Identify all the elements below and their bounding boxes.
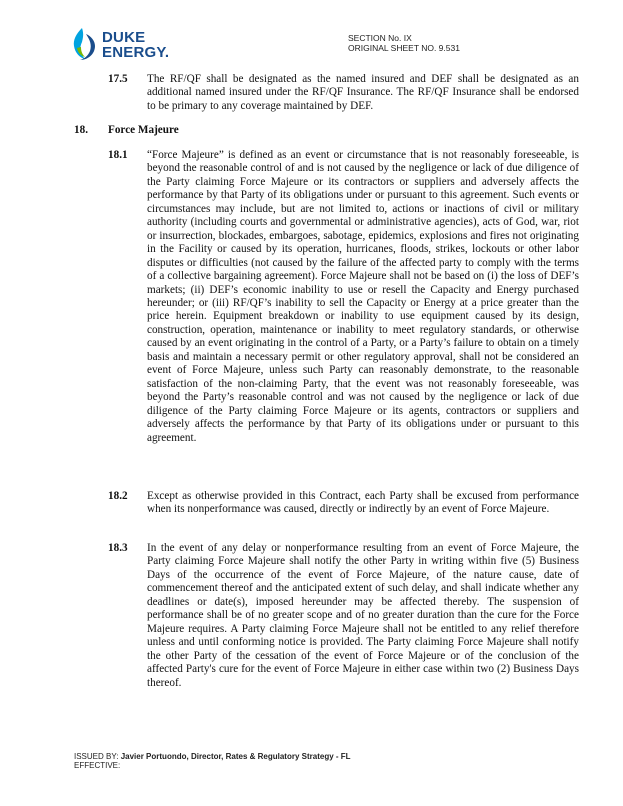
duke-energy-logo	[68, 24, 198, 68]
logo-line-1: DUKE	[102, 29, 146, 46]
issued-by-line	[74, 752, 351, 761]
section-18-number: 18.	[74, 124, 88, 136]
clause-17-5-text: The RF/QF shall be designated as the named insured and DEF shall be designated as an additional named insured under the RF/QF Insurance. The RF/QF Insurance shall be endorsed to be primary to any coverage maintained by DEF.	[147, 73, 579, 112]
issued-by-value: Javier Portuondo, Director, Rates & Regulatory Strategy - FL	[120, 752, 351, 761]
section-18-title: Force Majeure	[108, 124, 179, 136]
logo-wordmark	[102, 30, 169, 60]
effective-line	[74, 761, 120, 770]
duke-energy-flame-icon	[68, 26, 98, 62]
clause-18-3-number: 18.3	[108, 542, 128, 554]
sheet-header	[348, 33, 460, 53]
clause-18-2-number: 18.2	[108, 490, 128, 502]
effective-label: EFFECTIVE:	[74, 761, 121, 770]
section-number: SECTION No. IX	[348, 33, 412, 43]
clause-18-1-number: 18.1	[108, 149, 128, 161]
logo-line-2: ENERGY.	[102, 44, 170, 61]
clause-17-5-number: 17.5	[108, 73, 128, 85]
issued-by-label: ISSUED BY:	[74, 752, 119, 761]
clause-18-1-text: “Force Majeure” is defined as an event or circumstance that is not reasonably foreseeable, is beyond the reasonable control of and is not caused by the negligence or lack of due diligence of the Party claiming Force Majeure or its contractors or suppliers and adversely affects the performance by that Party of its obligations under or pursuant to this agreement. Such events or circumstances may include, but are not limited to, actions or inactions of civil or military authority (including courts and governmental or administrative agencies), acts of God, war, riot or insurrection, blockades, embargoes, sabotage, epidemics, explosions and fires not originating in the Facility or caused by its operation, hurricanes, floods, strikes, lockouts or other labor disputes or difficulties (not caused by the failure of the affected party to comply with the terms of a collective bargaining agreement). Force Majeure shall not be based on (i) the loss of DEF’s markets; (ii) DEF’s economic inability to use or resell the Capacity and Energy purchased hereunder; or (iii) RF/QF’s inability to sell the Capacity or Energy at a price greater than the price herein. Equipment breakdown or inability to use equipment caused by its design, construction, operation, maintenance or inability to meet regulatory standards, or otherwise caused by an event originating in the control of a Party, or a Party’s failure to obtain on a timely basis and maintain a necessary permit or other regulatory approval, shall not be considered an event of Force Majeure, unless such Party can reasonably demonstrate, to the reasonable satisfaction of the non-claiming Party, that the event was not reasonably foreseeable, was beyond the Party’s reasonable control and was not caused by the negligence or lack of due diligence of the Party claiming Force Majeure or its agents, contractors or suppliers and adversely affects the performance by that Party of its obligations under or pursuant to this agreement.	[147, 149, 579, 444]
sheet-number: ORIGINAL SHEET NO. 9.531	[348, 43, 460, 53]
clause-18-3-text: In the event of any delay or nonperformance resulting from an event of Force Majeure, the Party claiming Force Majeure shall notify the other Party in writing within five (5) Business Days of the occurrence of the event of Force Majeure, of the nature cause, date of commencement thereof and the anticipated extent of such delay, and shall indicate whether any deadlines or date(s), imposed hereunder may be affected thereby. The suspension of performance shall be of no greater scope and of no greater duration than the cure for the Force Majeure requires. A Party claiming Force Majeure shall not be entitled to any relief therefore unless and until conforming notice is provided. The Party claiming Force Majeure shall notify the other Party of the cessation of the event of Force Majeure or of the conclusion of the affected Party's cure for the event of Force Majeure in either case within two (2) Business Days thereof.	[147, 542, 579, 689]
clause-18-2-text: Except as otherwise provided in this Contract, each Party shall be excused from performance when its nonperformance was caused, directly or indirectly by an event of Force Majeure.	[147, 490, 579, 516]
